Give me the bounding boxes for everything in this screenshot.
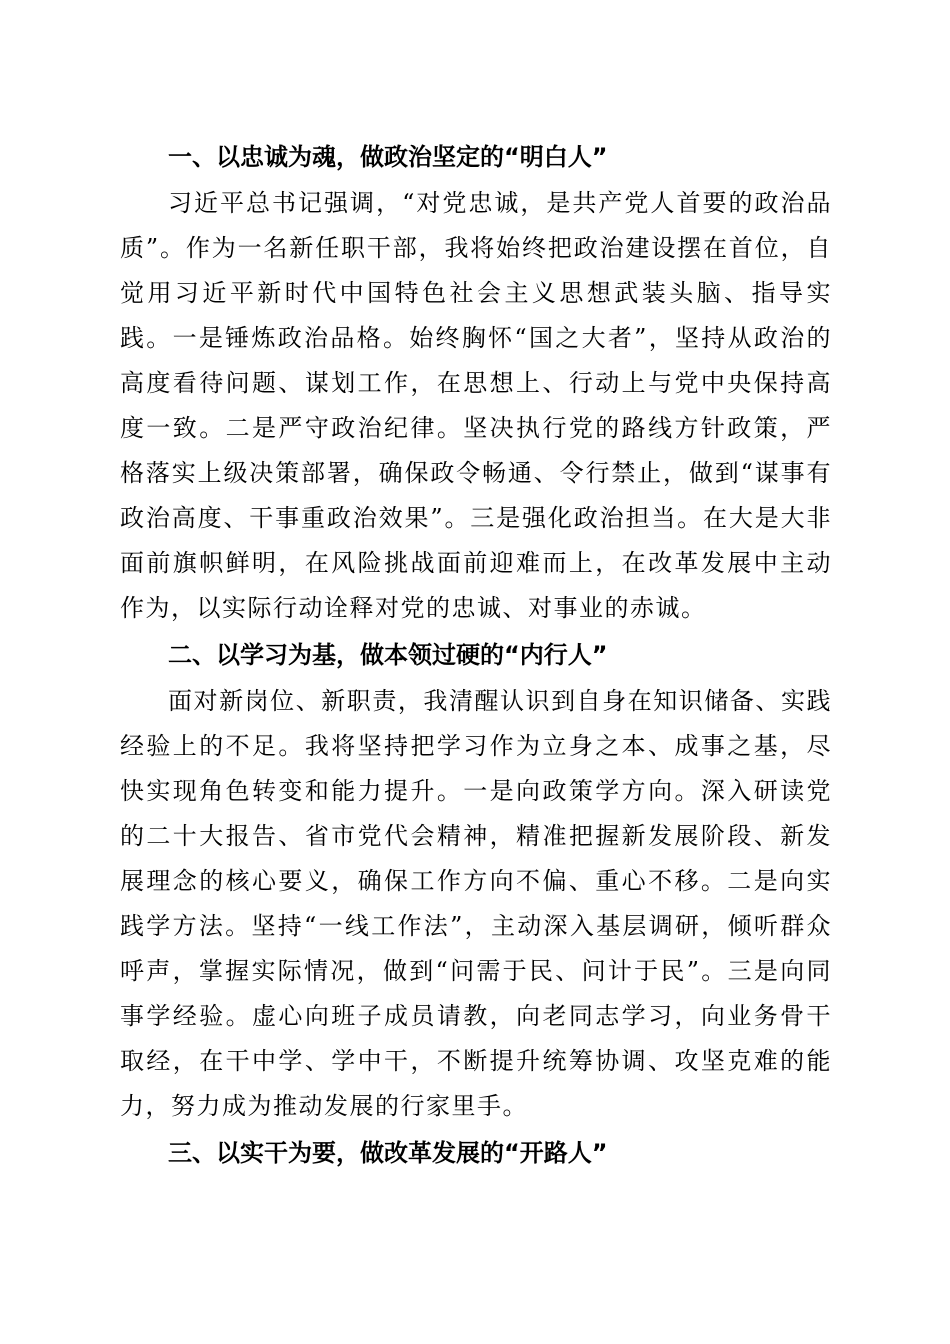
section-heading-2: 二、以学习为基，做本领过硬的“内行人”: [168, 641, 608, 669]
document-body: [120, 133, 832, 1177]
section-paragraph-1: 习近平总书记强调，“对党忠诚，是共产党人首要的政治品质”。作为一名新任职干部，我将始终把政治建设摆在首位，自觉用习近平新时代中国特色社会主义思想武装头脑、指导实践。一是锤炼政治品格。始终胸怀“国之大者”，坚持从政治的高度看待问题、谋划工作，在思想上、行动上与党中央保持高度一致。二是严守政治纪律。坚决执行党的路线方针政策，严格落实上级决策部署，确保政令畅通、令行禁止，做到“谋事有政治高度、干事重政治效果”。三是强化政治担当。在大是大非面前旗帜鲜明，在风险挑战面前迎难而上，在改革发展中主动作为，以实际行动诠释对党的忠诚、对事业的赤诚。: [120, 189, 832, 622]
section-paragraph-2: 面对新岗位、新职责，我清醒认识到自身在知识储备、实践经验上的不足。我将坚持把学习作为立身之本、成事之基，尽快实现角色转变和能力提升。一是向政策学方向。深入研读党的二十大报告、省市党代会精神，精准把握新发展阶段、新发展理念的核心要义，确保工作方向不偏、重心不移。二是向实践学方法。坚持“一线工作法”，主动深入基层调研，倾听群众呼声，掌握实际情况，做到“问需于民、问计于民”。三是向同事学经验。虚心向班子成员请教，向老同志学习，向业务骨干取经，在干中学、学中干，不断提升统筹协调、攻坚克难的能力，努力成为推动发展的行家里手。: [120, 687, 832, 1120]
section-heading-1: 一、以忠诚为魂，做政治坚定的“明白人”: [168, 143, 608, 171]
section-heading-3: 三、以实干为要，做改革发展的“开路人”: [168, 1139, 608, 1167]
